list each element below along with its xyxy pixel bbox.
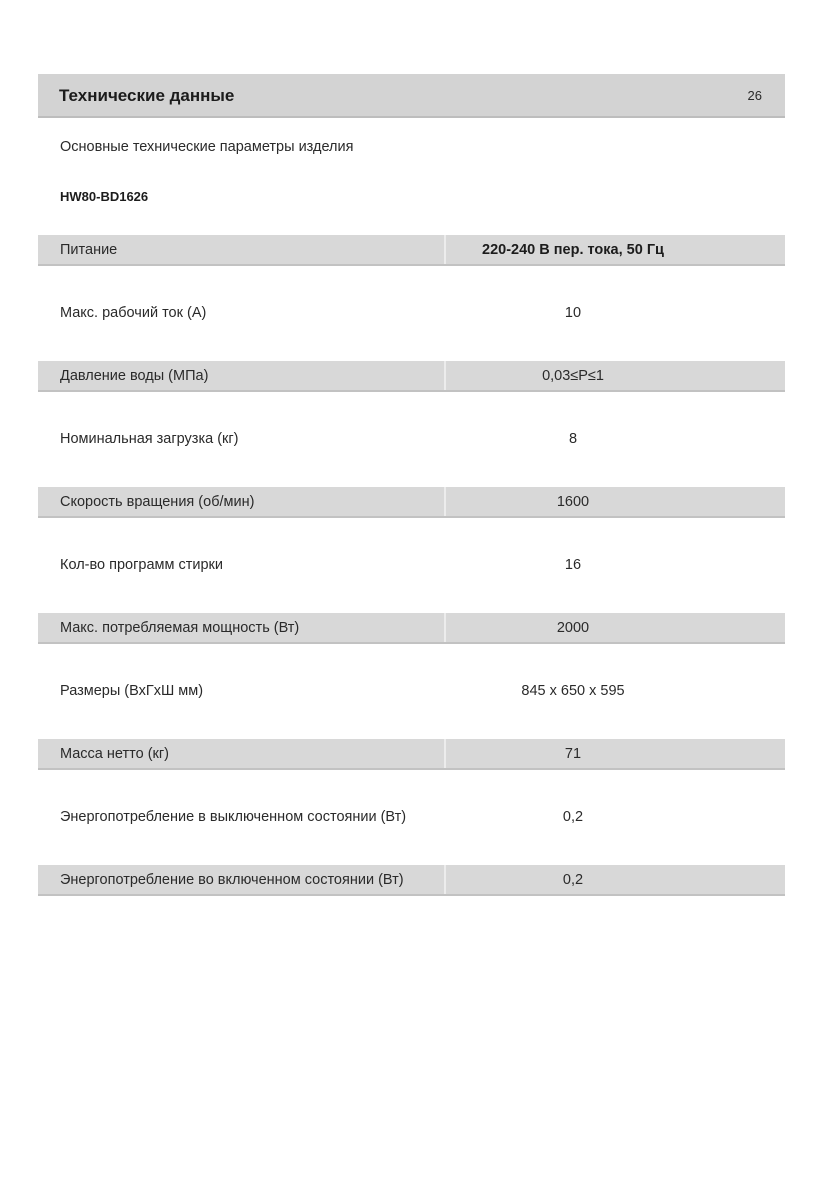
spec-label: Энергопотребление в выключенном состоянии (Вт) bbox=[60, 809, 407, 825]
spec-value: 1600 bbox=[556, 494, 590, 510]
spec-label: Кол-во программ стирки bbox=[60, 557, 223, 573]
spec-row-load bbox=[38, 424, 785, 455]
page-number: 26 bbox=[747, 88, 762, 103]
model-name: HW80-BD1626 bbox=[60, 189, 149, 204]
spec-label: Размеры (ВхГхШ мм) bbox=[60, 683, 204, 699]
spec-label: Масса нетто (кг) bbox=[60, 746, 169, 762]
spec-value: 8 bbox=[568, 431, 578, 447]
spec-value: 845 x 650 x 595 bbox=[521, 683, 625, 699]
spec-label: Энергопотребление во включенном состоянии (Вт) bbox=[60, 872, 404, 888]
spec-value: 0,2 bbox=[562, 872, 584, 888]
spec-row-net-weight bbox=[38, 739, 785, 770]
spec-row-power bbox=[38, 235, 785, 266]
spec-value: 10 bbox=[564, 305, 582, 321]
spec-value: 220-240 В пер. тока, 50 Гц bbox=[482, 242, 664, 258]
spec-label: Номинальная загрузка (кг) bbox=[60, 431, 239, 447]
intro-text: Основные технические параметры изделия bbox=[60, 139, 354, 155]
spec-table bbox=[38, 235, 785, 928]
spec-row-programs bbox=[38, 550, 785, 581]
spec-row-max-current bbox=[38, 298, 785, 329]
spec-label: Питание bbox=[60, 242, 118, 258]
spec-row-power-on bbox=[38, 865, 785, 896]
spec-row-dimensions bbox=[38, 676, 785, 707]
spec-row-power-off bbox=[38, 802, 785, 833]
spec-label: Макс. потребляемая мощность (Вт) bbox=[60, 620, 300, 636]
page-title: Технические данные bbox=[59, 86, 235, 105]
spec-value: 16 bbox=[564, 557, 582, 573]
spec-row-spin-speed bbox=[38, 487, 785, 518]
spec-row-max-power bbox=[38, 613, 785, 644]
spec-value: 0,2 bbox=[562, 809, 584, 825]
spec-value: 2000 bbox=[556, 620, 590, 636]
spec-value: 71 bbox=[564, 746, 582, 762]
spec-label: Скорость вращения (об/мин) bbox=[60, 494, 255, 510]
spec-label: Давление воды (МПа) bbox=[60, 368, 209, 384]
section-header bbox=[38, 74, 785, 118]
spec-row-water-pressure bbox=[38, 361, 785, 392]
spec-label: Макс. рабочий ток (А) bbox=[60, 305, 207, 321]
spec-value: 0,03≤P≤1 bbox=[542, 368, 604, 384]
